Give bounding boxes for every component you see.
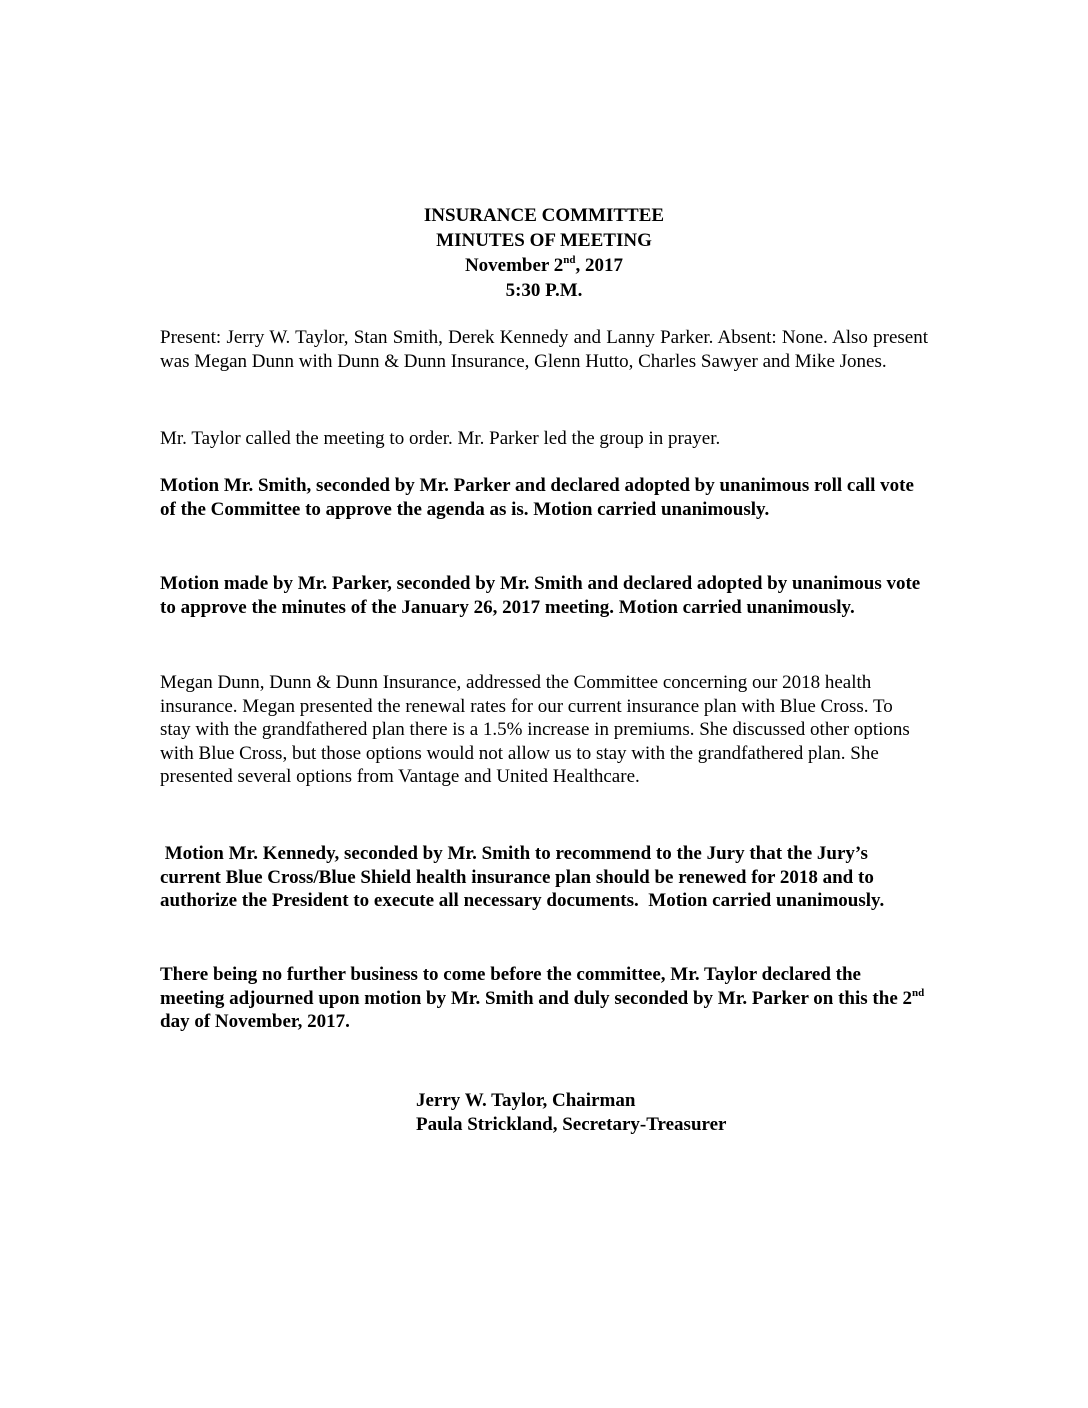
meeting-date-ordinal: nd xyxy=(563,254,576,266)
call-to-order-paragraph: Mr. Taylor called the meeting to order. Mr. Parker led the group in prayer. xyxy=(160,428,721,449)
motion-agenda-paragraph: Motion Mr. Smith, seconded by Mr. Parker and declared adopted by unanimous roll call vote of the Committee to approve the agenda as is. Motion carried unanimously. xyxy=(160,475,914,520)
presentation-paragraph: Megan Dunn, Dunn & Dunn Insurance, addressed the Committee concerning our 2018 health insurance. Megan presented the renewal rates for our current insurance plan with Blue Cross. To stay with the grandfathered plan there is a 1.5% increase in premiums. She discussed other options with Blue Cross, but those options would not allow us to stay with the grandfathered plan. She presented several options from Vantage and United Healthcare. xyxy=(160,672,910,787)
attendance-paragraph: Present: Jerry W. Taylor, Stan Smith, Derek Kennedy and Lanny Parker. Absent: None. Also present was Megan Dunn with Dunn & Dunn Insurance, Glenn Hutto, Charles Sawyer and Mike Jones. xyxy=(160,327,928,372)
adjournment-ordinal: nd xyxy=(912,986,925,999)
meeting-date-year: , 2017 xyxy=(575,255,624,276)
minutes-title: MINUTES OF MEETING xyxy=(436,230,652,251)
meeting-time: 5:30 P.M. xyxy=(505,280,583,301)
meeting-date-text: November 2 xyxy=(464,255,564,276)
committee-title: INSURANCE COMMITTEE xyxy=(423,205,665,226)
motion-minutes-paragraph: Motion made by Mr. Parker, seconded by Mr. Smith and declared adopted by unanimous vote to approve the minutes of the January 26, 2017 meeting. Motion carried unanimously. xyxy=(160,573,921,618)
motion-renewal-paragraph: Motion Mr. Kennedy, seconded by Mr. Smith to recommend to the Jury that the Jury’s current Blue Cross/Blue Shield health insurance plan should be renewed for 2018 and to authorize the President to execute all necessary documents. Motion carried unanimously. xyxy=(160,843,885,911)
adjournment-suffix: day of November, 2017. xyxy=(160,1011,350,1032)
meeting-date xyxy=(0,253,1088,278)
adjournment-text: There being no further business to come before the committee, Mr. Taylor declared the meeting adjourned upon motion by Mr. Smith and duly seconded by Mr. Parker on this the 2 xyxy=(160,964,913,1009)
signature-block xyxy=(416,1089,726,1136)
document-header xyxy=(0,203,1088,303)
adjournment-paragraph xyxy=(160,963,928,1034)
chairman-signature: Jerry W. Taylor, Chairman xyxy=(416,1090,636,1111)
secretary-signature: Paula Strickland, Secretary-Treasurer xyxy=(416,1113,727,1135)
